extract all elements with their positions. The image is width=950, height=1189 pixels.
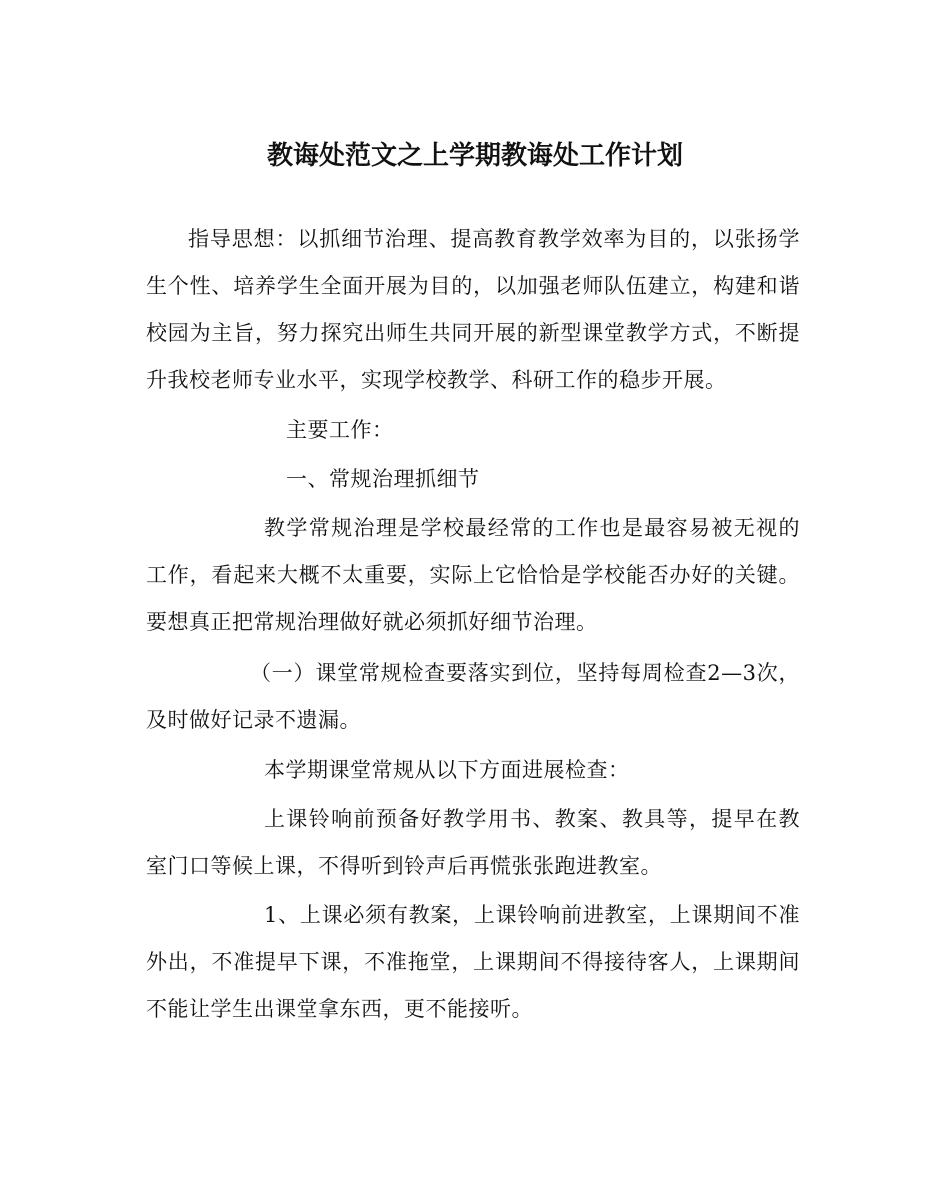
rule-one-paragraph: 1、上课必须有教案，上课铃响前进教室，上课期间不准外出，不准提早下课，不准拖堂，上课期间不得接待客人，上课期间不能让学生出课堂拿东西，更不能接听。 — [146, 903, 800, 1021]
section-one-heading: 一、常规治理抓细节 — [286, 467, 480, 491]
document-title: 教诲处范文之上学期教诲处工作计划 — [266, 141, 683, 171]
main-work-heading: 主要工作： — [286, 418, 394, 442]
routine-management-paragraph: 教学常规治理是学校最经常的工作也是最容易被无视的工作，看起来大概不太重要，实际上它恰恰是学校能否办好的关键。要想真正把常规治理做好就必须抓好细节治理。 — [146, 516, 800, 634]
check-aspects-paragraph: 本学期课堂常规从以下方面进展检查： — [264, 758, 630, 782]
before-bell-paragraph: 上课铃响前预备好教学用书、教案、教具等，提早在教室门口等候上课，不得听到铃声后再慌张张跑进教室。 — [146, 807, 800, 878]
item-one-paragraph: （一）课堂常规检查要落实到位，坚持每周检查2—3次，及时做好记录不遗漏。 — [146, 661, 800, 732]
guiding-thought-paragraph: 指导思想：以抓细节治理、提高教育教学效率为目的，以张扬学生个性、培养学生全面开展为目的，以加强老师队伍建立，构建和谐校园为主旨，努力探究出师生共同开展的新型课堂教学方式，不断提升我校老师专业水平，实现学校教学、科研工作的稳步开展。 — [146, 227, 800, 392]
